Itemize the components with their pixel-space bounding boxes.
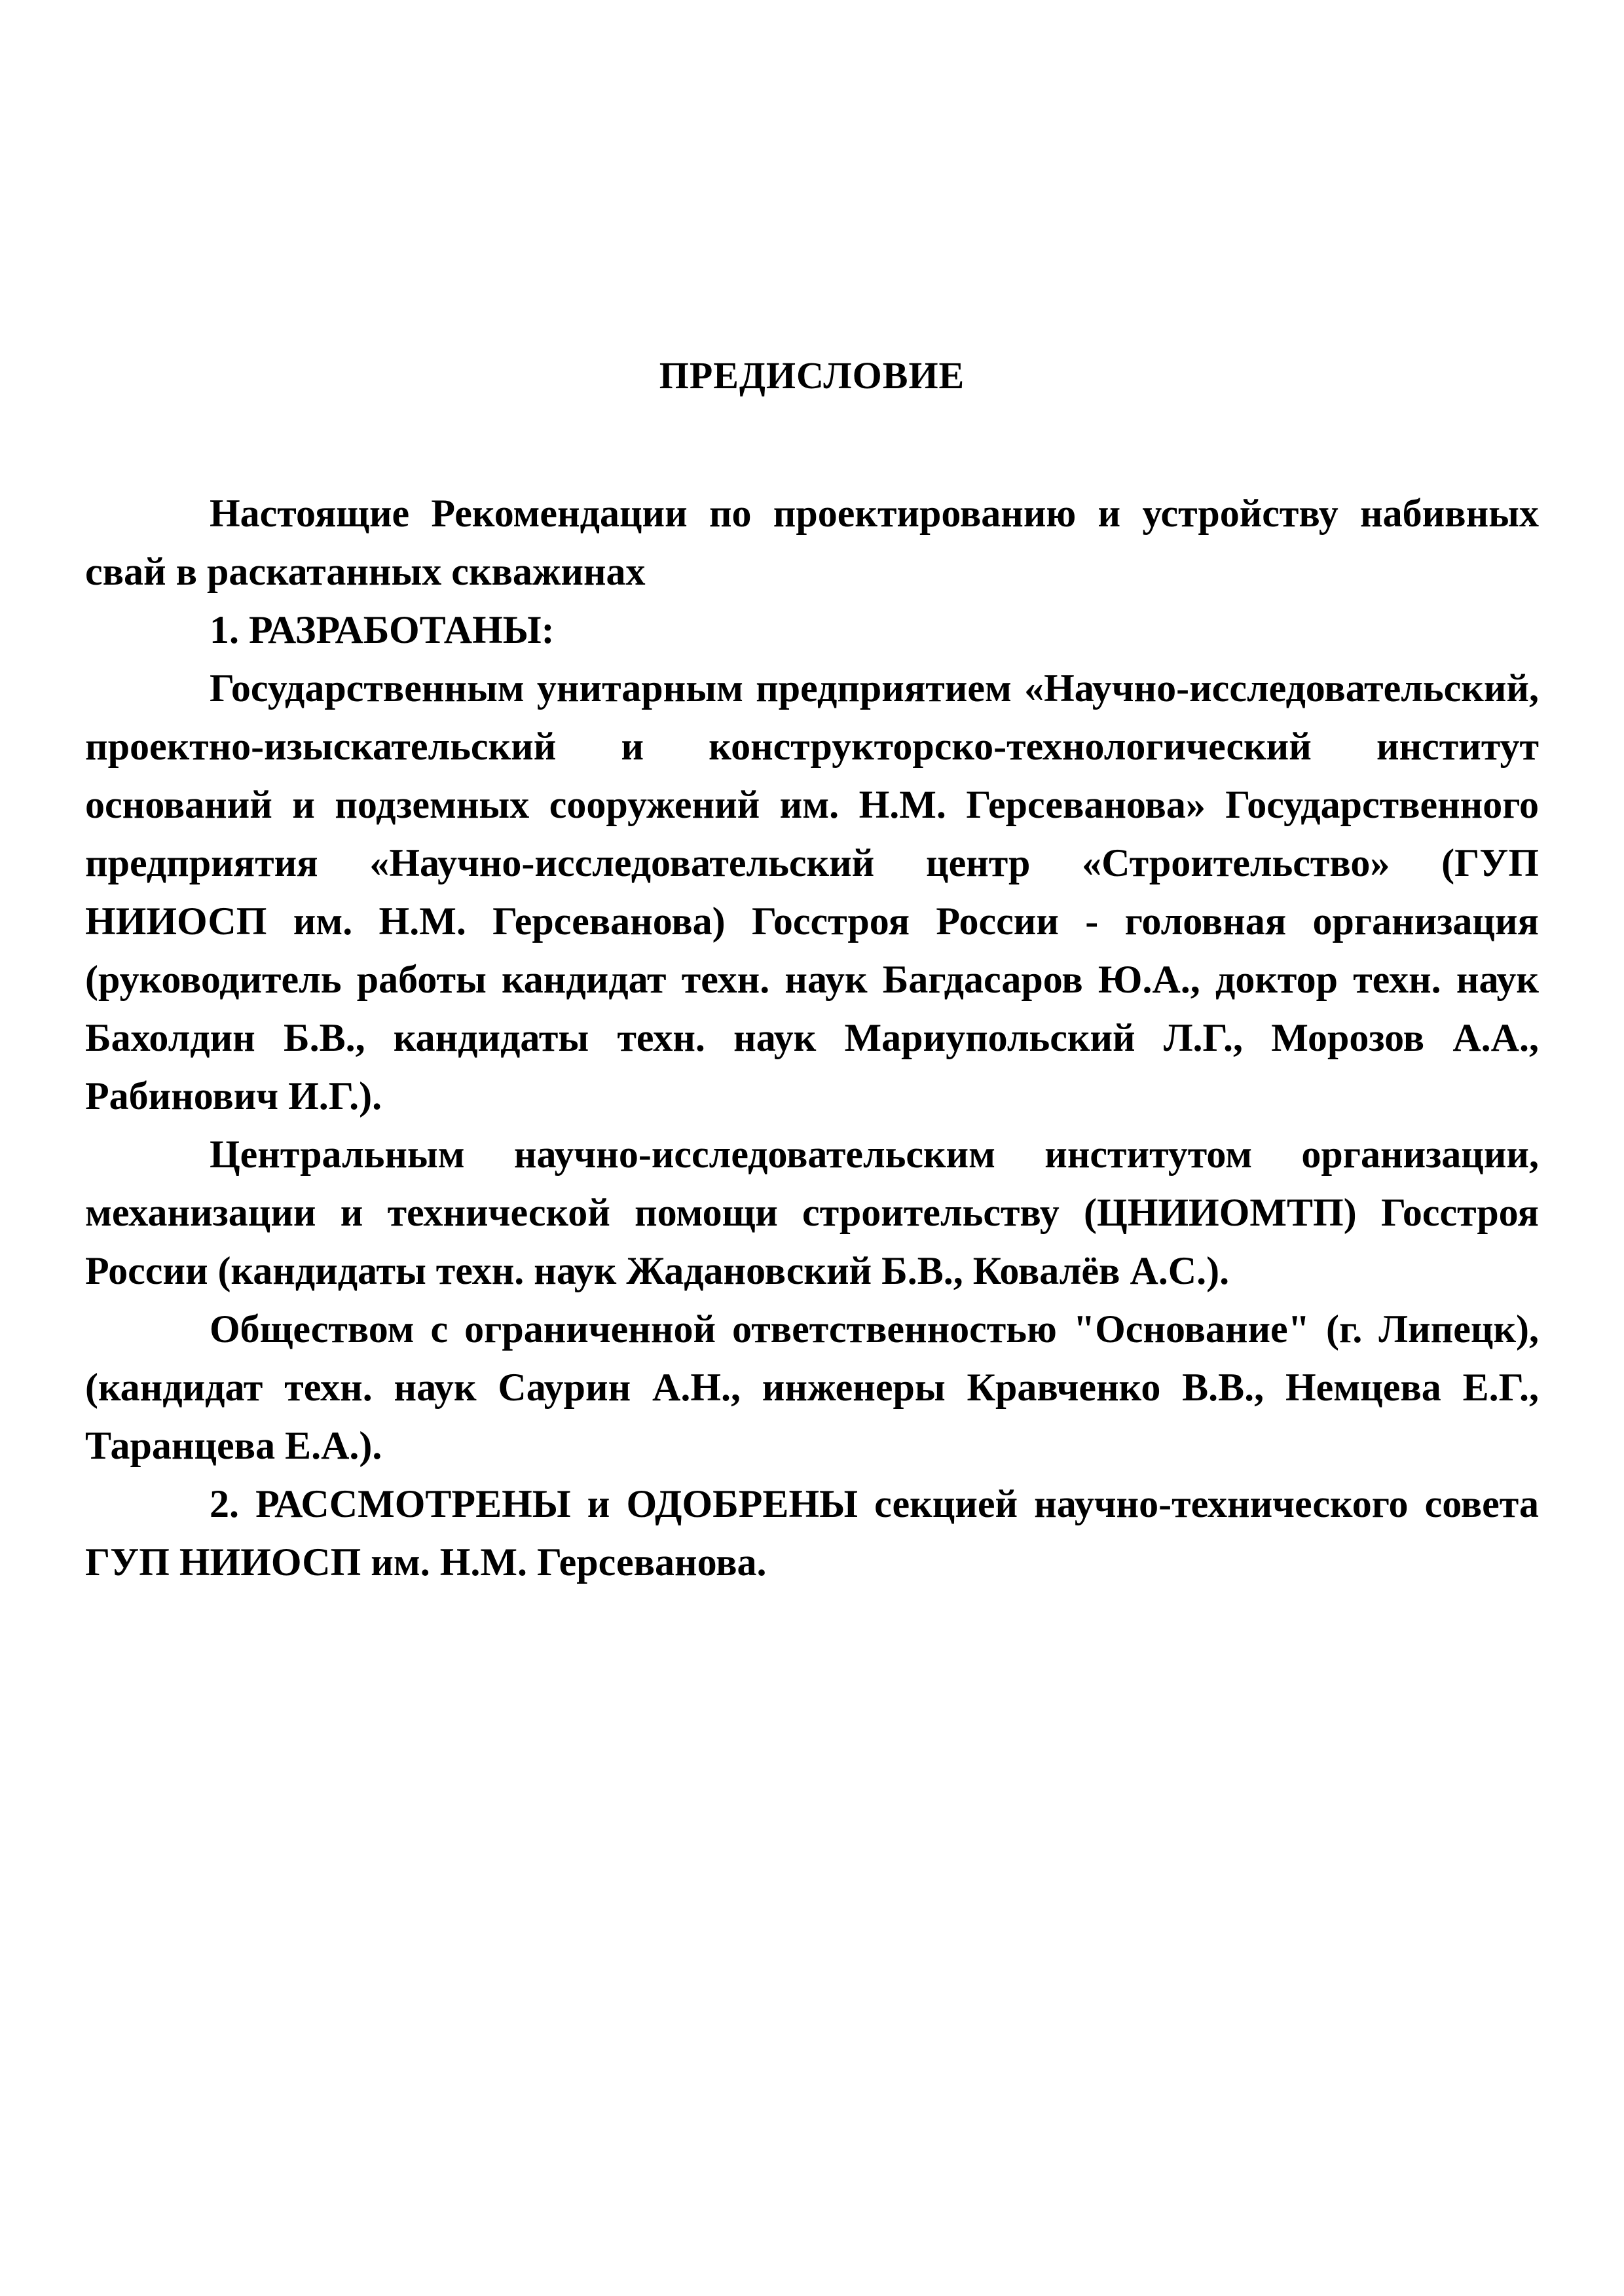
approval-paragraph: 2. РАССМОТРЕНЫ и ОДОБРЕНЫ секцией научно-технического совета ГУП НИИОСП им. Н.М. Герсеванова. [85, 1482, 1539, 1584]
developer-paragraph-osnovanie: Обществом с ограниченной ответственностью "Основание" (г. Липецк),(кандидат техн. наук Саурин А.Н., инженеры Кравченко В.В., Немцева Е.Г., Таранцева Е.А.). [85, 1307, 1539, 1467]
page-title: ПРЕДИСЛОВИЕ [659, 354, 965, 397]
developer-paragraph-niiosp: Государственным унитарным предприятием «Научно-исследовательский, проектно-изыскательский и конструкторско-технологический институт оснований и подземных сооружений им. Н.М. Герсеванова» Государственного предприятия «Научно-исследовательский центр «Строительство» (ГУП НИИОСП им. Н.М. Герсеванова) Госстроя России - головная организация (руководитель работы кандидат техн. наук Багдасаров Ю.А., доктор техн. наук Бахолдин Б.В., кандидаты техн. наук Мариупольский Л.Г., Морозов А.А., Рабинович И.Г.). [85, 666, 1539, 1118]
document-body [85, 484, 1539, 1592]
section-heading-developed: 1. РАЗРАБОТАНЫ: [210, 608, 555, 651]
developer-paragraph-cniiomtp: Центральным научно-исследовательским институтом организации, механизации и технической помощи строительству (ЦНИИОМТП) Госстроя России (кандидаты техн. наук Жадановский Б.В., Ковалёв А.С.). [85, 1133, 1539, 1292]
intro-paragraph: Настоящие Рекомендации по проектированию и устройству набивных свай в раскатанных скважинах [85, 492, 1539, 593]
